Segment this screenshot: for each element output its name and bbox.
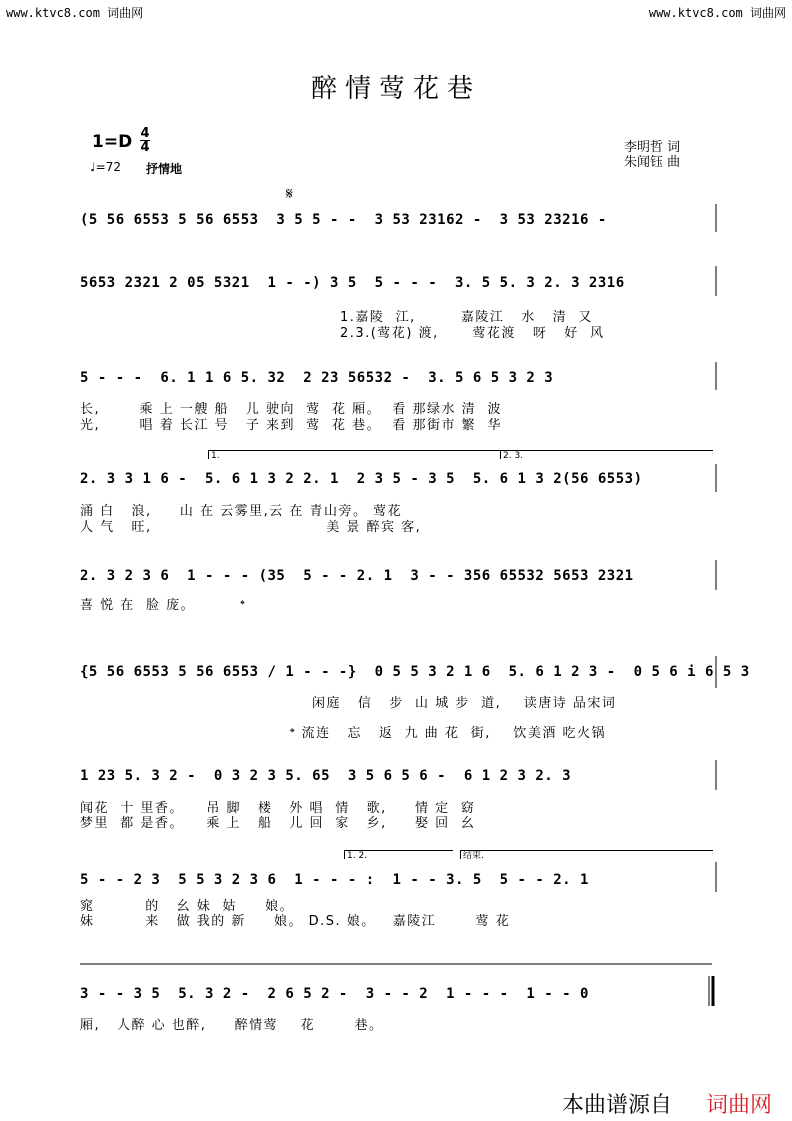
- volta-2-bracket: 2. 3.: [500, 450, 713, 459]
- watermark-left: www.ktvc8.com 词曲网: [6, 6, 144, 20]
- staff-row-3-notes: 5 - - - 6. 1 1 6 5. 32 2 23 56532 - 3. 5 6 5 3 2 3: [80, 370, 554, 386]
- footer-site-name: 词曲网: [706, 1093, 773, 1118]
- staff-row-9-notes: 3 - - 3 5 5. 3 2 - 2 6 5 2 - 3 - - 2 1 - - - 1 - - 0: [80, 986, 589, 1002]
- staff-row-4-lyric-1: 涌 白 浪, 山 在 云雾里,云 在 青山旁。 莺花: [80, 504, 403, 519]
- staff-row-8-lyric-2: 妹 来 做 我的 新 娘。 D.S. 娘。 嘉陵江 莺 花: [80, 914, 511, 929]
- volta-ending-final: 结束.: [460, 850, 713, 859]
- staff-row-5-notes: 2. 3 2 3 6 1 - - - (35 5 - - 2. 1 3 - - 356 65532 5653 2321: [80, 568, 634, 584]
- watermark-right: www.ktvc8.com 词曲网: [648, 6, 786, 20]
- staff-row-8-notes: 5 - - 2 3 5 5 3 2 3 6 1 - - - : 1 - - 3. 5 5 - - 2. 1: [80, 872, 589, 888]
- tempo-mark: ♩=72: [90, 160, 121, 174]
- lyricist-credit: 李明哲 词: [624, 140, 681, 155]
- staff-row-7-lyric-2: 梦里 都 是香。 乘 上 船 儿 回 家 乡, 娶 回 幺: [80, 816, 476, 831]
- footer-site-logo: [706, 1088, 772, 1119]
- composer-credit: 朱闻钰 曲: [624, 155, 681, 170]
- staff-row-2-lyric-1: 1.嘉陵 江, 嘉陵江 水 清 又: [340, 310, 593, 325]
- staff-row-8-lyric-1: 窕 的 幺 妹 姑 娘。: [80, 899, 295, 914]
- staff-row-2-notes: 5653 2321 2 05 5321 1 - -) 3 5 5 - - - 3. 5 5. 3 2. 3 2316: [80, 275, 625, 291]
- footer-source-text: 本曲谱源自: [562, 1093, 673, 1118]
- expression-mark: 抒情地: [146, 162, 183, 176]
- staff-row-7-lyric-1: 闻花 十 里香。 吊 脚 楼 外 唱 情 歌, 情 定 窈: [80, 801, 476, 816]
- staff-row-4-notes: 2. 3 3 1 6 - 5. 6 1 3 2 2. 1 2 3 5 - 3 5 5. 6 1 3 2(56 6553): [80, 471, 643, 487]
- page-title: 醉情莺花巷: [310, 74, 481, 104]
- staff-row-1-notes: (5 56 6553 5 56 6553 3 5 5 - - 3 53 23162 - 3 53 23216 -: [80, 212, 607, 228]
- volta-1-bracket: 1.: [208, 450, 705, 459]
- staff-row-6-lyric-1: 闲庭 信 步 山 城 步 道, 读唐诗 品宋词: [312, 696, 617, 711]
- volta-ending-1-2: 1. 2.: [344, 850, 453, 859]
- staff-row-3-lyric-1: 长, 乘 上 一艘 船 儿 驶向 莺 花 厢。 看 那绿水 清 波: [80, 402, 502, 417]
- staff-row-9-lyric-1: 厢, 人醉 心 也醉, 醉情莺 花 巷。: [80, 1018, 384, 1033]
- time-bottom: 4: [140, 140, 150, 155]
- staff-row-7-notes: 1 23 5. 3 2 - 0 3 2 3 5. 65 3 5 6 5 6 - 6 1 2 3 2. 3: [80, 768, 572, 784]
- time-top: 4: [140, 126, 150, 141]
- staff-row-3-lyric-2: 光, 唱 着 长江 号 子 来到 莺 花 巷。 看 那街市 繁 华: [80, 418, 502, 433]
- staff-row-4-lyric-2: 人 气 旺, 美 景 醉宾 客,: [80, 520, 422, 535]
- staff-row-5-lyric-1: 喜 悦 在 脸 庞。 𝄌: [80, 598, 247, 613]
- staff-row-2-lyric-2: 2.3.(莺花) 渡, 莺花渡 呀 好 风: [340, 326, 605, 341]
- segno-sign: 𝄋: [286, 184, 293, 203]
- key-signature: 1=D: [92, 132, 133, 152]
- staff-row-6-lyric-2: 𝄌 流连 忘 返 九 曲 花 街, 饮美酒 吃火锅: [290, 726, 606, 741]
- staff-row-6-notes: {5 56 6553 5 56 6553 / 1 - - -} 0 5 5 3 2 1 6 5. 6 1 2 3 - 0 5 6 i 6 5 3: [80, 664, 750, 680]
